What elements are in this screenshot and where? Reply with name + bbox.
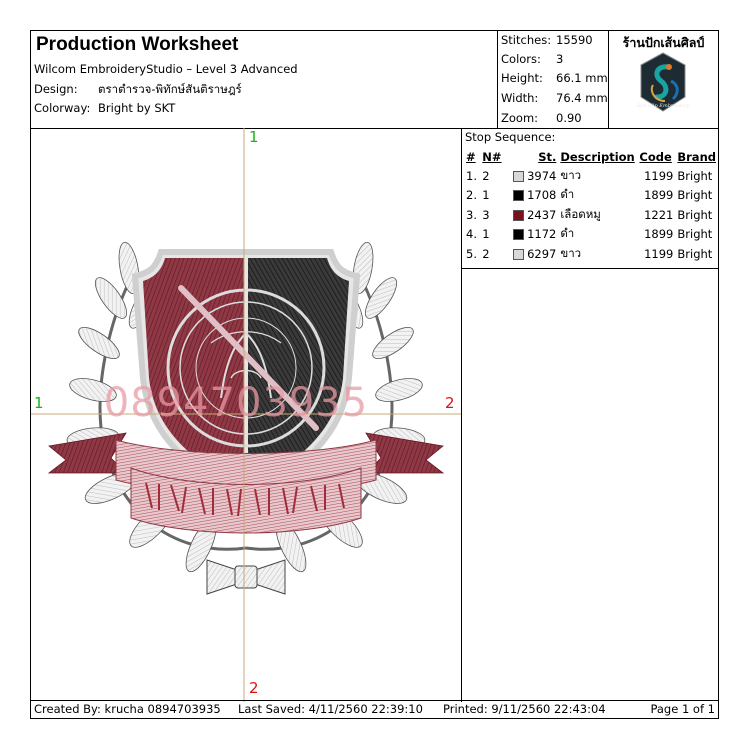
row-description: ดำ [560, 226, 575, 241]
row-stitches: 1172 [527, 227, 557, 242]
row-brand: Bright [677, 207, 713, 222]
stop-sequence-table [464, 148, 718, 264]
stop-sequence-panel [462, 128, 718, 269]
row-stitches: 6297 [527, 246, 557, 261]
colorway-label: Colorway: [34, 101, 91, 115]
zoom-stat [501, 111, 582, 125]
thread-color-swatch [513, 249, 524, 260]
page-title: Production Worksheet [36, 34, 239, 55]
design-preview [31, 128, 462, 702]
axis-label-top: 1 [249, 128, 259, 146]
col-stitches: St. [538, 150, 557, 164]
worksheet-footer [31, 700, 718, 718]
thread-color-swatch [513, 171, 524, 182]
table-row [464, 166, 718, 186]
wreath-bow [207, 560, 285, 594]
colorway-row [34, 101, 175, 115]
height-label: Height: [501, 71, 543, 85]
shop-logo [609, 31, 718, 128]
axis-label-bottom: 2 [249, 679, 259, 697]
shop-logo-script: Sen Silp Embroidery [636, 103, 690, 109]
colors-label: Colors: [501, 52, 541, 66]
col-code: Code [639, 150, 672, 164]
design-value: ตราตำรวจ-พิทักษ์สันติราษฎร์ [98, 82, 242, 96]
row-index: 3. [466, 207, 477, 222]
row-stitches-cell [508, 186, 558, 206]
row-needle: 3 [482, 207, 490, 222]
row-description: ขาว [560, 245, 582, 260]
row-stitches-cell [508, 244, 558, 264]
stitches-value: 15590 [556, 33, 593, 47]
col-needle: N# [482, 150, 502, 164]
zoom-label: Zoom: [501, 111, 539, 125]
colors-value: 3 [556, 52, 564, 66]
row-stitches: 3974 [527, 168, 557, 183]
created-by: Created By: krucha 0894703935 [34, 702, 221, 716]
table-row [464, 225, 718, 245]
last-saved: Last Saved: 4/11/2560 22:39:10 [238, 702, 423, 716]
zoom-value: 0.90 [556, 111, 582, 125]
printed-date: Printed: 9/11/2560 22:43:04 [443, 702, 606, 716]
stop-sequence-title: Stop Sequence: [465, 130, 556, 144]
row-stitches: 2437 [527, 207, 557, 222]
row-description: ดำ [560, 187, 575, 202]
row-code: 1199 [644, 246, 674, 261]
thread-color-swatch [513, 229, 524, 240]
row-index: 2. [466, 188, 477, 203]
row-description: เลือดหมู [560, 206, 601, 221]
width-label: Width: [501, 91, 539, 105]
design-row [34, 81, 242, 99]
height-stat [501, 71, 608, 85]
height-value: 66.1 mm [556, 71, 608, 85]
stitches-stat [501, 33, 593, 47]
row-stitches-cell [508, 205, 558, 225]
shop-logo-box [609, 31, 718, 128]
width-value: 76.4 mm [556, 91, 608, 105]
row-code: 1899 [644, 227, 674, 242]
row-brand: Bright [677, 188, 713, 203]
table-row [464, 186, 718, 206]
page-number: Page 1 of 1 [650, 702, 715, 716]
row-needle: 2 [482, 168, 490, 183]
row-code: 1899 [644, 188, 674, 203]
row-stitches: 1708 [527, 188, 557, 203]
stitches-label: Stitches: [501, 33, 552, 47]
col-description: Description [560, 150, 635, 164]
row-stitches-cell [508, 225, 558, 245]
colorway-value: Bright by SKT [98, 101, 176, 115]
col-index: # [466, 150, 476, 164]
row-description: ขาว [560, 167, 582, 182]
col-brand: Brand [677, 150, 716, 164]
table-row [464, 205, 718, 225]
row-stitches-cell [508, 166, 558, 186]
software-name: Wilcom EmbroideryStudio – Level 3 Advanced [34, 62, 298, 76]
row-needle: 1 [482, 227, 490, 242]
width-stat [501, 91, 608, 105]
design-label: Design: [34, 82, 78, 96]
row-brand: Bright [677, 246, 713, 261]
production-worksheet [30, 30, 719, 719]
table-row [464, 244, 718, 264]
row-index: 5. [466, 246, 477, 261]
table-header-row [464, 148, 718, 166]
phone-watermark: 0894703935 [103, 380, 369, 426]
row-brand: Bright [677, 168, 713, 183]
shop-name: ร้านปักเส้นศิลป์ [622, 35, 705, 50]
emblem-artwork [31, 128, 461, 702]
row-code: 1221 [644, 207, 674, 222]
design-info [31, 31, 498, 128]
row-brand: Bright [677, 227, 713, 242]
row-code: 1199 [644, 168, 674, 183]
row-index: 1. [466, 168, 477, 183]
row-index: 4. [466, 227, 477, 242]
axis-label-right: 2 [445, 394, 455, 412]
row-needle: 2 [482, 246, 490, 261]
worksheet-header [31, 31, 718, 129]
stats-panel [498, 31, 609, 128]
row-needle: 1 [482, 188, 490, 203]
axis-label-left: 1 [34, 394, 44, 412]
stop-sequence-rows [464, 166, 718, 264]
thread-color-swatch [513, 210, 524, 221]
thread-color-swatch [513, 190, 524, 201]
colors-stat [501, 52, 563, 66]
